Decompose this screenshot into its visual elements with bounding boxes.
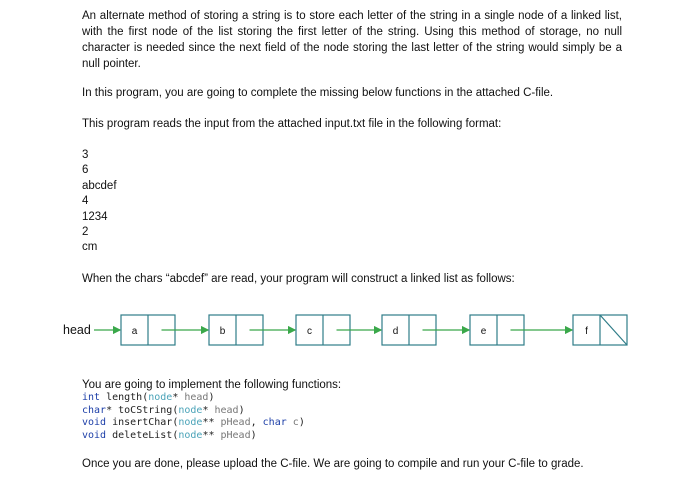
function-signature: void deleteList(node** pHead): [82, 429, 257, 441]
closing-paragraph: Once you are done, please upload the C-file. We are going to compile and run your C-file to grade.: [82, 458, 584, 470]
list-node: [470, 315, 572, 345]
list-node: [573, 315, 627, 345]
node-letter: f: [585, 326, 588, 337]
function-signature: int length(node* head): [82, 392, 215, 403]
input-line: 6: [82, 164, 89, 177]
list-node: [382, 315, 469, 345]
node-letter: d: [392, 326, 399, 337]
list-node: [121, 315, 208, 345]
function-signatures: [82, 392, 305, 442]
task-paragraph: In this program, you are going to complete the missing below functions in the attached C-file.: [82, 87, 554, 99]
implement-intro: You are going to implement the following functions:: [82, 379, 342, 391]
list-node: [209, 315, 295, 345]
node-letter: e: [480, 326, 487, 337]
input-line: 3: [82, 149, 89, 161]
function-signature: void insertChar(node** pHead, char c): [82, 417, 305, 428]
construct-paragraph: When the chars “abcdef” are read, your program will construct a linked list as follows:: [82, 273, 515, 285]
linked-list-diagram: [0, 300, 700, 360]
input-line: abcdef: [82, 179, 117, 192]
list-node: [296, 315, 381, 345]
input-line: 1234: [82, 210, 108, 223]
node-letter: b: [219, 326, 226, 337]
input-line: cm: [82, 241, 98, 254]
function-signature: char* toCString(node* head): [82, 404, 245, 416]
input-format-list: [82, 148, 117, 256]
input-line: 4: [82, 195, 89, 208]
head-label: head: [63, 323, 91, 337]
node-letter: a: [131, 326, 138, 337]
reads-paragraph: This program reads the input from the attached input.txt file in the following format:: [82, 118, 502, 130]
node-letter: c: [307, 326, 312, 337]
input-line: 2: [82, 226, 89, 239]
intro-paragraph: An alternate method of storing a string is to store each letter of the string in a single node of a linked list, with the first node of the list storing the first letter of the string. Using this method of storage, no null character is needed since the next field of the node storing the last letter of the string would simply be a null pointer.: [82, 10, 622, 70]
